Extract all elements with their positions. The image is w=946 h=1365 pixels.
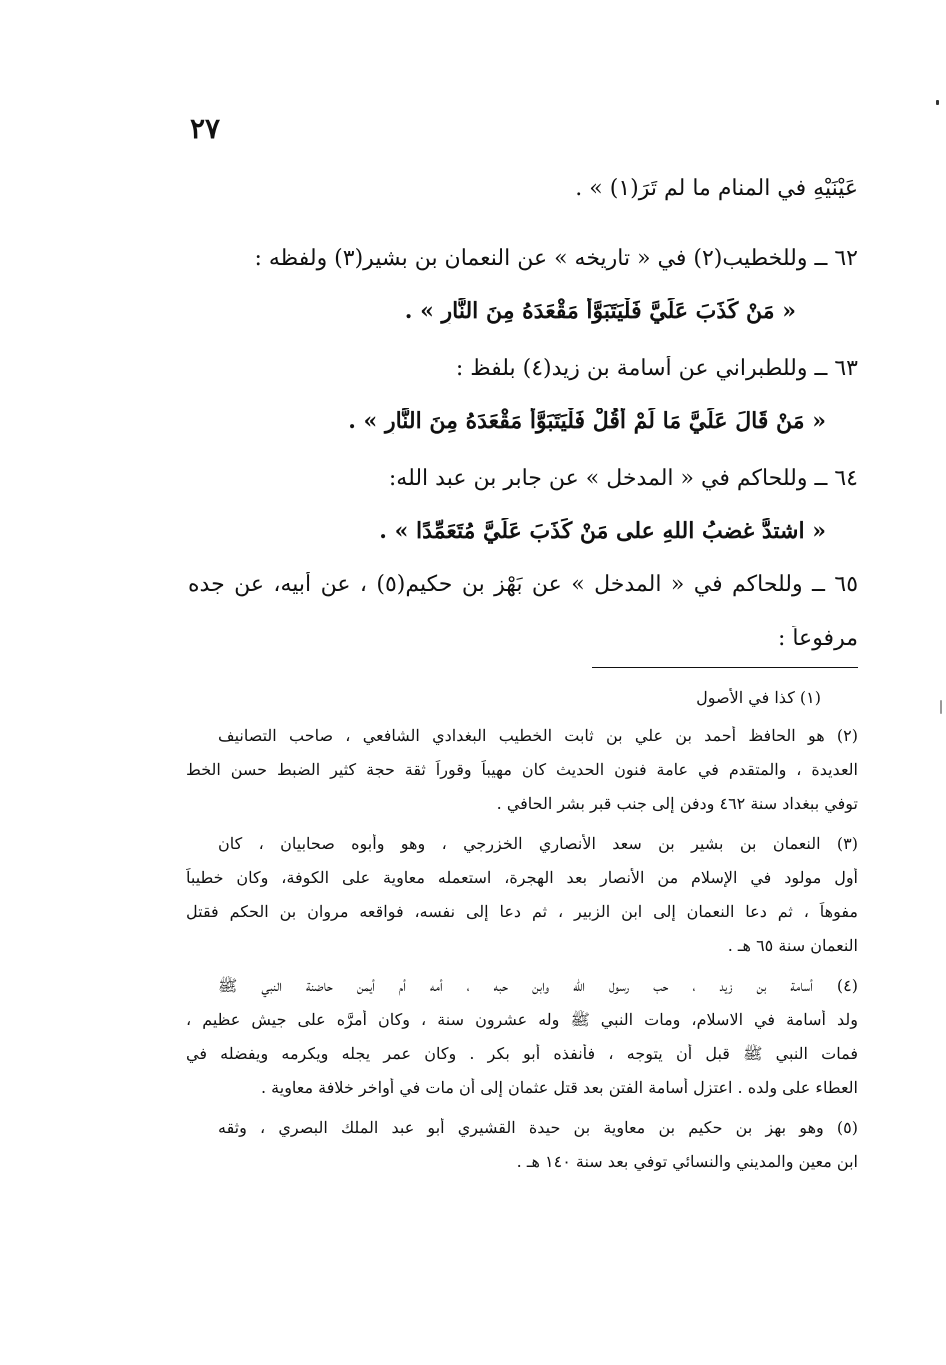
footnote-2-line-3: توفي ببغداد سنة ٤٦٢ ودفن إلى جنب قبر بشر الحافي . (496, 794, 858, 813)
footnote-2-line-2: العديدة ، والمتقدم في عامة فنون الحديث كان مهيباً وقوراً ثقة حجة كثير الضبط حسن الخط (186, 760, 858, 779)
entry-63-heading: ٦٣ ــ وللطبراني عن أُسامة بن زيد(٤) بلفظ : (455, 356, 858, 381)
entry-64-hadith: « اشتدَّ غضبُ اللهِ على مَنْ كَذَبَ عَلَيَّ مُتَعَمِّدًا » . (379, 518, 826, 544)
footnote-4-line-3: فمات النبي ﷺ قبل أن يتوجه ، فأنفذه أبو بكر . وكان عمر يجله ويكرمه ويفضله في (186, 1044, 858, 1063)
page-number: ٢٧ (190, 112, 221, 145)
entry-62-heading: ٦٢ ــ وللخطيب(٢) في « تاريخه » عن النعمان بن بشير(٣) ولفظه : (254, 246, 858, 271)
footnote-3-line-1: (٣) النعمان بن بشير بن سعد الأنصاري الخزرجي ، وهو وأبوه صحابيان ، كان (218, 834, 858, 853)
footnote-4-line-1: (٤) أسامة بن زيد ، حب رسول الله وابن حبه ، أمه أم أيمن حاضنة النبي ﷺ (218, 976, 858, 995)
entry-62-hadith: « مَنْ كَذَبَ عَلَيَّ فَلْيَتَبَوَّأْ مَقْعَدَهُ مِنَ النَّارِ » . (404, 298, 796, 324)
footnote-separator (592, 667, 858, 668)
footnote-4-line-4: العطاء على ولده . اعتزل أسامة الفتن بعد قتل عثمان إلى أن مات في أواخر خلافة معاوية . (260, 1078, 858, 1097)
footnote-2-line-1: (٢) هو الحافظ أحمد بن علي بن ثابت الخطيب البغدادي الشافعي ، صاحب التصانيف (218, 726, 858, 745)
footnote-5-line-2: ابن معين والمديني والنسائي توفي بعد سنة ١٤٠ هـ . (516, 1152, 858, 1171)
footnote-3-line-3: مفوهاً ، ثم دعا النعمان إلى ابن الزبير ، ثم دعا إلى نفسه، فواقعه مروان بن الحكم فقتل (186, 902, 858, 921)
footnote-1: (١) كذا في الأصول (696, 688, 821, 707)
entry-65-heading: ٦٥ ــ وللحاكم في « المدخل » عن بَهْز بن حكيم(٥) ، عن أبيه، عن جده (188, 572, 858, 597)
entry-65-continuation: مرفوعاً : (777, 626, 858, 651)
scan-speck (940, 700, 942, 714)
footnote-3-line-2: أول مولود في الإسلام من الأنصار بعد الهجرة، استعمله معاوية على الكوفة، وكان خطيباً (186, 868, 858, 887)
entry-64-heading: ٦٤ ــ وللحاكم في « المدخل » عن جابر بنِ عبد الله: (388, 466, 858, 491)
entry-63-hadith: « مَنْ قَالَ عَلَيَّ مَا لَمْ أَقُلْ فَلْيَتَبَوَّأْ مَقْعَدَهُ مِنَ النَّارِ » . (348, 408, 826, 434)
footnote-5-line-1: (٥) وهو بهز بن حكيم بن معاوية بن حيدة القشيري أبو عبد الملك البصري ، وثقه (218, 1118, 858, 1137)
main-line-continuation: عَيْنَيْهِ في المنام ما لم تَرَ(١) » . (575, 176, 858, 201)
scan-speck (936, 100, 939, 105)
footnote-3-line-4: النعمان سنة ٦٥ هـ . (727, 936, 858, 955)
footnote-4-line-2: ولد أسامة في الاسلام، ومات النبي ﷺ وله عشرون سنة ، وكان أمرَّه على جيش عظيم ، (186, 1010, 858, 1029)
